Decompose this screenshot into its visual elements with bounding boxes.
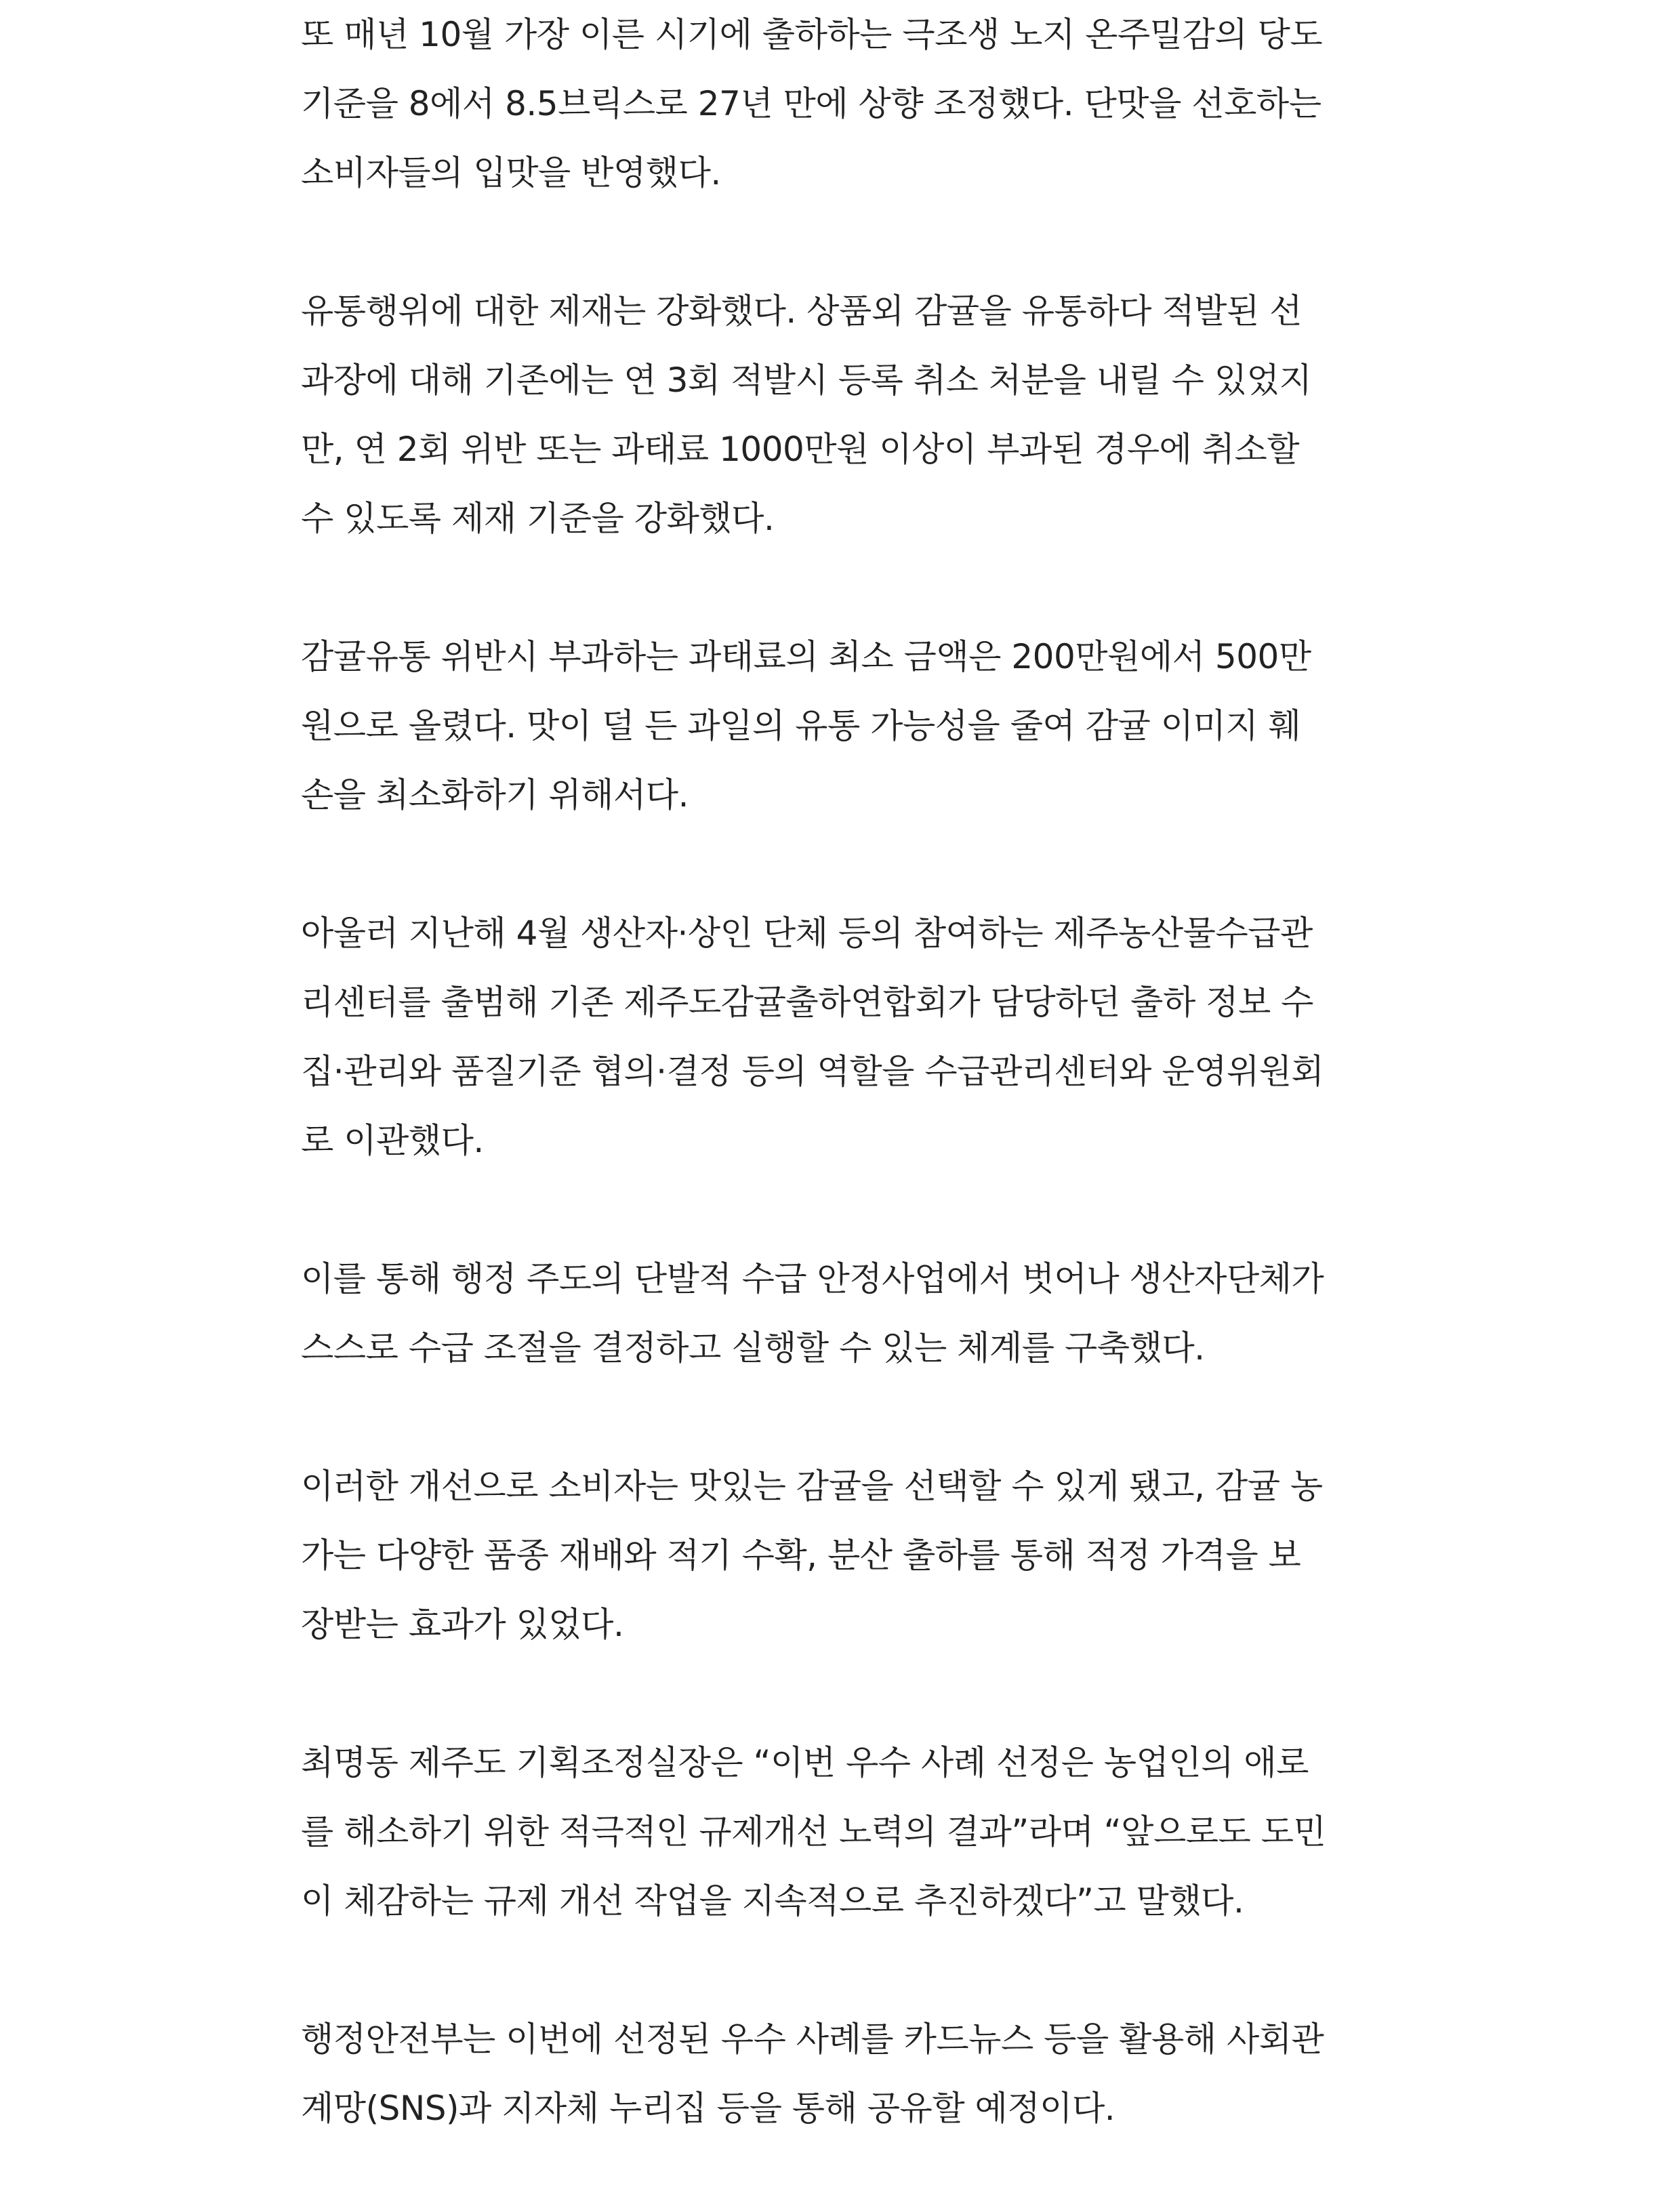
text-line: 가는 다양한 품종 재배와 적기 수확, 분산 출하를 통해 적정 가격을 보 — [301, 1536, 1301, 1575]
text-line: 만, 연 2회 위반 또는 과태료 1000만원 이상이 부과된 경우에 취소할 — [301, 430, 1300, 469]
text-line: 집·관리와 품질기준 협의·결정 등의 역할을 수급관리센터와 운영위원회 — [301, 1052, 1324, 1091]
text-line: 이 체감하는 규제 개선 작업을 지속적으로 추진하겠다”고 말했다. — [301, 1881, 1244, 1921]
paragraph-fine-amount — [301, 622, 1385, 830]
paragraph-effects — [301, 1452, 1385, 1659]
text-line: 로 이관했다. — [301, 1121, 484, 1160]
text-line: 스스로 수급 조절을 결정하고 실행할 수 있는 체계를 구축했다. — [301, 1328, 1205, 1368]
text-line: 이러한 개선으로 소비자는 맛있는 감귤을 선택할 수 있게 됐고, 감귤 농 — [301, 1467, 1323, 1506]
article-body — [301, 0, 1385, 2212]
text-line: 아울러 지난해 4월 생산자·상인 단체 등의 참여하는 제주농산물수급관 — [301, 914, 1313, 953]
text-line: 계망(SNS)과 지자체 누리집 등을 통해 공유할 예정이다. — [301, 2089, 1115, 2128]
text-line: 소비자들의 입맛을 반영했다. — [301, 153, 721, 192]
paragraph-system-built — [301, 1244, 1385, 1382]
text-line: 손을 최소화하기 위해서다. — [301, 775, 689, 815]
text-line: 장받는 효과가 있었다. — [301, 1605, 624, 1644]
paragraph-supply-center — [301, 899, 1385, 1175]
paragraph-distribution-sanctions — [301, 276, 1385, 553]
text-line: 행정안전부는 이번에 선정된 우수 사례를 카드뉴스 등을 활용해 사회관 — [301, 2020, 1324, 2059]
text-line: 를 해소하기 위한 적극적인 규제개선 노력의 결과”라며 “앞으로도 도민 — [301, 1812, 1326, 1851]
text-line: 과장에 대해 기존에는 연 3회 적발시 등록 취소 처분을 내릴 수 있었지 — [301, 361, 1312, 400]
text-line: 감귤유통 위반시 부과하는 과태료의 최소 금액은 200만원에서 500만 — [301, 637, 1311, 676]
paragraph-sharing-plan — [301, 2005, 1385, 2143]
paragraph-official-quote — [301, 1728, 1385, 1936]
text-line: 최명동 제주도 기획조정실장은 “이번 우수 사례 선정은 농업인의 애로 — [301, 1743, 1309, 1782]
paragraph-sugar-content — [301, 0, 1385, 207]
text-line: 원으로 올렸다. 맛이 덜 든 과일의 유통 가능성을 줄여 감귤 이미지 훼 — [301, 706, 1301, 745]
text-line: 수 있도록 제재 기준을 강화했다. — [301, 499, 775, 538]
text-line: 리센터를 출범해 기존 제주도감귤출하연합회가 담당하던 출하 정보 수 — [301, 983, 1313, 1022]
text-line: 또 매년 10월 가장 이른 시기에 출하하는 극조생 노지 온주밀감의 당도 — [301, 15, 1323, 54]
text-line: 이를 통해 행정 주도의 단발적 수급 안정사업에서 벗어나 생산자단체가 — [301, 1259, 1324, 1298]
text-line: 유통행위에 대한 제재는 강화했다. 상품외 감귤을 유통하다 적발된 선 — [301, 291, 1302, 331]
text-line: 기준을 8에서 8.5브릭스로 27년 만에 상향 조정했다. 단맛을 선호하는 — [301, 84, 1322, 123]
